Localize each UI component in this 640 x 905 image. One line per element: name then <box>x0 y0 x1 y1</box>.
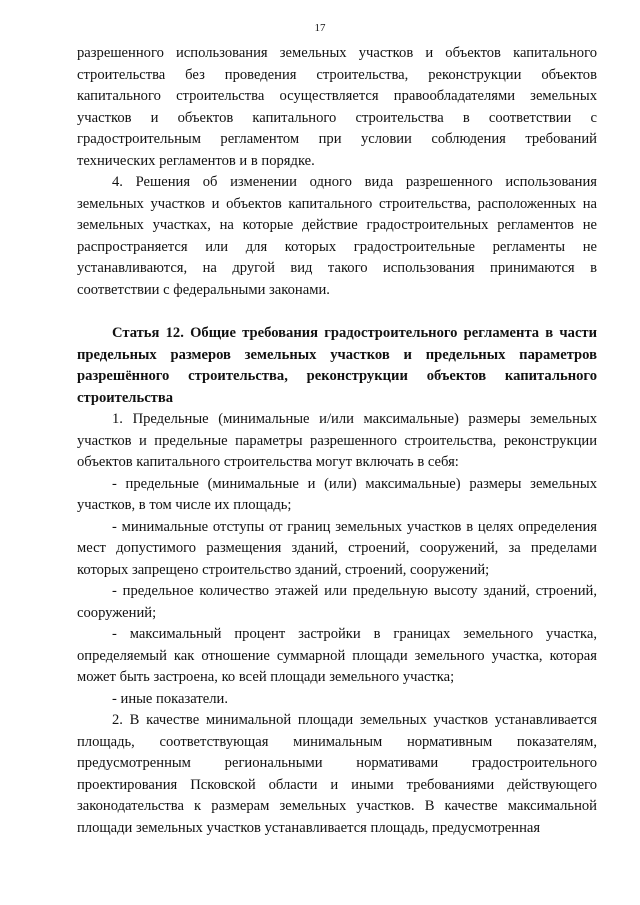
list-item: - максимальный процент застройки в границах земельного участка, определяемый как отношение суммарной площади земельного участка, которая может быть застроена, ко всей площади земельного участка; <box>77 626 597 685</box>
list-item: - иные показатели. <box>112 690 228 707</box>
page-number: 17 <box>314 22 326 34</box>
list-item: - предельные (минимальные и (или) максимальные) размеры земельных участков, в том числе их площадь; <box>77 475 597 513</box>
paragraph-4: 4. Решения об изменении одного вида разрешенного использования земельных участков и объектов капитального строительства, расположенных на земельных участках, на которые действие градостроительных регламентов не распространяется или для которых градостроительные регламенты не устанавливаются, на другой вид такого использования принимаются в соответствии с федеральными законами. <box>77 174 597 298</box>
article-title: Статья 12. Общие требования градостроительного регламента в части предельных размеров земельных участков и предельных параметров разрешённого строительства, реконструкции объектов капитального строительства <box>77 325 597 406</box>
list-item: - минимальные отступы от границ земельных участков в целях определения мест допустимого размещения зданий, строений, сооружений, за пределами которых запрещено строительство зданий, строений, сооружений; <box>77 518 597 578</box>
continued-paragraph: разрешенного использования земельных участков и объектов капитального строительства без проведения строительства, реконструкции объектов капитального строительства осуществляется правообладателями земельных участков и объектов капитального строительства в соответствии с градостроительным регламентом при условии соблюдения требований технических регламентов и в порядке. <box>77 45 597 169</box>
article-paragraph-1: 1. Предельные (минимальные и/или максимальные) размеры земельных участков и предельные параметры разрешенного строительства, реконструкции объектов капитального строительства могут включать в себя: <box>77 411 597 470</box>
document-body <box>77 43 597 839</box>
article-paragraph-2: 2. В качестве минимальной площади земельных участков устанавливается площадь, соответствующая минимальным нормативным показателям, предусмотренным региональными нормативами градостроительного проектирования Псковской области и иными требованиями действующего законодательства к размерам земельных участков. В качестве максимальной площади земельных участков устанавливается площадь, предусмотренная <box>77 712 597 836</box>
list-item: - предельное количество этажей или предельную высоту зданий, строений, сооружений; <box>77 583 597 621</box>
